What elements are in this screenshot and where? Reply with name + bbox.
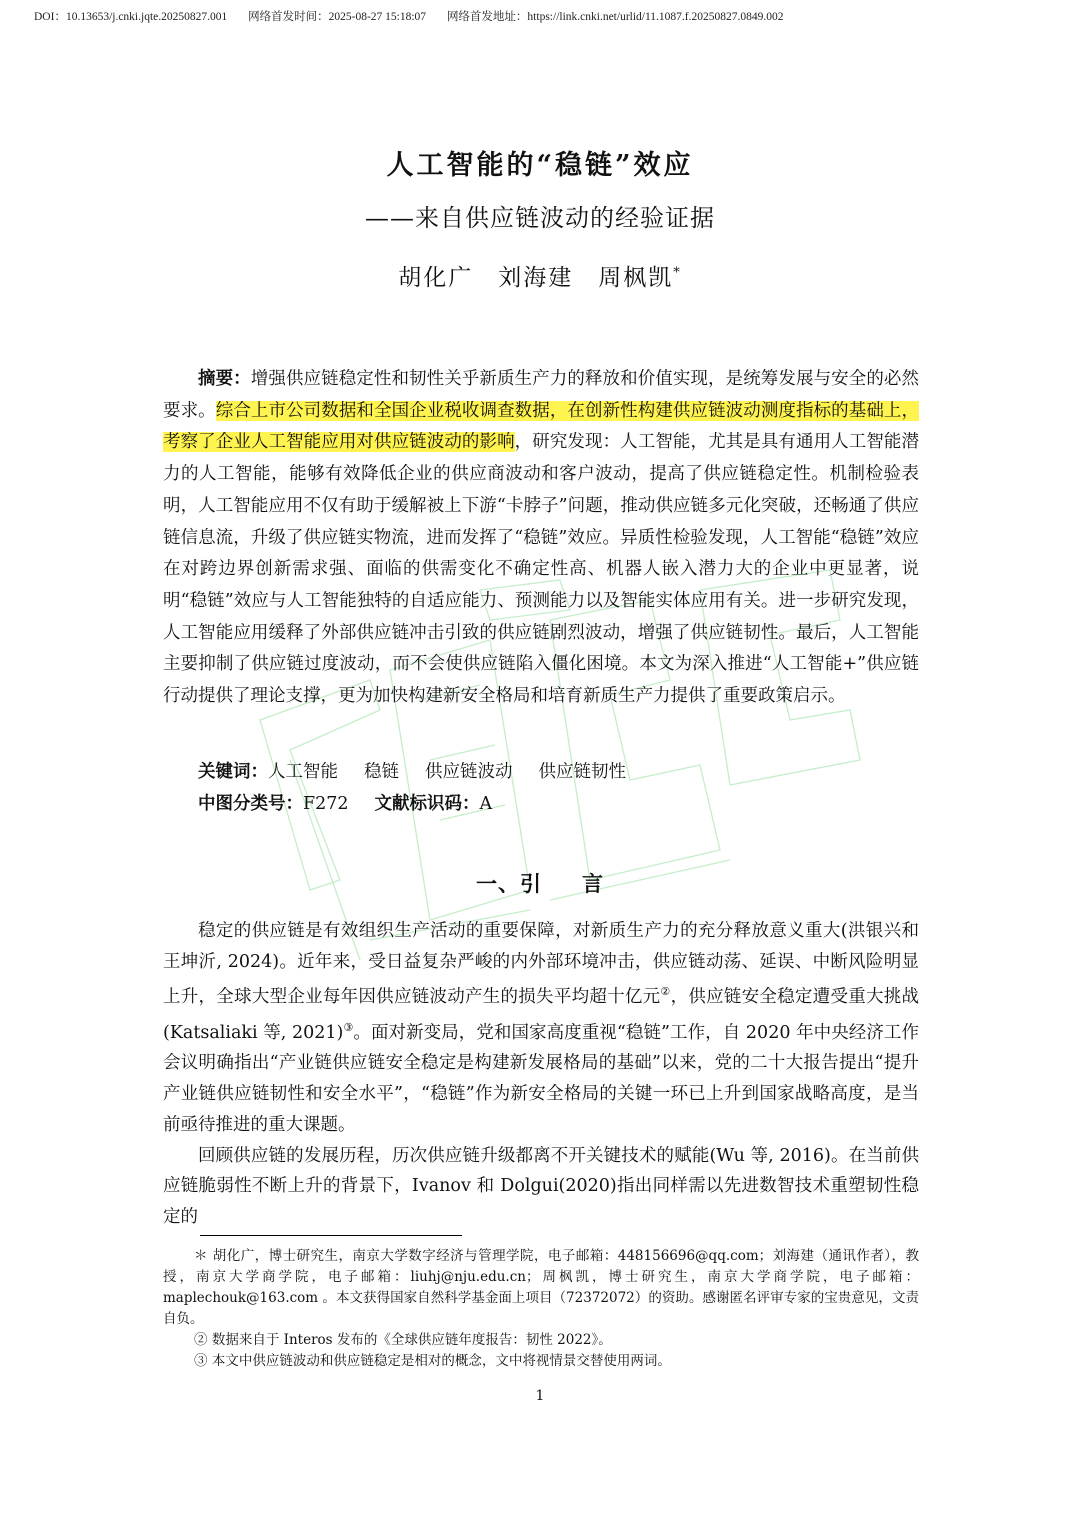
clc-value: F272 bbox=[303, 794, 349, 814]
footnote-3: ③ 本文中供应链波动和供应链稳定是相对的概念，文中将视情景交替使用两词。 bbox=[194, 1353, 671, 1369]
keyword-item: 供应链韧性 bbox=[538, 762, 626, 782]
footnote-ref: ② bbox=[660, 985, 671, 999]
keyword-item: 供应链波动 bbox=[425, 762, 513, 782]
author-names: 胡化广 刘海建 周枫凯 bbox=[398, 265, 674, 291]
body-paragraph: 回顾供应链的发展历程，历次供应链升级都离不开关键技术的赋能(Wu 等, 2016)。在当前供应链脆弱性不断上升的背景下，Ivanov 和 Dolgui(2020)指出同样需以先进数智技术重塑韧性稳定的 bbox=[163, 1145, 919, 1227]
first-pub-url: 网络首发地址：https://link.cnki.net/urlid/11.1087.f.20250827.0849.002 bbox=[446, 11, 784, 23]
section-title-char: 言 bbox=[582, 871, 604, 896]
doi-text: DOI：10.13653/j.cnki.jqte.20250827.001 bbox=[34, 11, 228, 23]
abstract-label: 摘要： bbox=[198, 369, 251, 389]
clc-label: 中图分类号： bbox=[198, 794, 303, 814]
section-number: 一、 bbox=[476, 871, 520, 896]
body-text bbox=[163, 916, 919, 1233]
author-list bbox=[0, 259, 1080, 292]
first-pub-time: 网络首发时间：2025-08-27 15:18:07 bbox=[248, 11, 427, 23]
doi-header-line bbox=[34, 8, 1054, 24]
footnote-2: ② 数据来自于 Interos 发布的《全球供应链年度报告：韧性 2022》。 bbox=[194, 1332, 612, 1348]
page-number: 1 bbox=[535, 1388, 545, 1404]
keywords-line bbox=[198, 758, 652, 783]
footnote-ref: ③ bbox=[343, 1020, 354, 1034]
abstract bbox=[163, 364, 919, 713]
abstract-highlighted-text: 综合上市公司数据和全国企业税收调查数据，在创新性构建供应链波动测度指标的基础上，考察了企业人工智能应用对供应链波动的影响 bbox=[163, 400, 919, 453]
keyword-item: 稳链 bbox=[364, 762, 399, 782]
footnotes bbox=[163, 1246, 919, 1372]
section-title-char: 引 bbox=[520, 871, 542, 896]
abstract-text-after: ，研究发现：人工智能，尤其是具有通用人工智能潜力的人工智能，能够有效降低企业的供应商波动和客户波动，提高了供应链稳定性。机制检验表明，人工智能应用不仅有助于缓解被上下游“卡脖子”问题，推动供应链多元化突破，还畅通了供应链信息流，升级了供应链实物流，进而发挥了“稳链”效应。异质性检验发现，人工智能“稳链”效应在对跨边界创新需求强、面临的供需变化不确定性高、机器人嵌入潜力大的企业中更显著，说明“稳链”效应与人工智能独特的自适应能力、预测能力以及智能实体应用有关。进一步研究发现，人工智能应用缓释了外部供应链冲击引致的供应链剧烈波动，增强了供应链韧性。最后，人工智能主要抑制了供应链过度波动，而不会使供应链陷入僵化困境。本文为深入推进“人工智能+”供应链行动提供了理论支撑，更为加快构建新安全格局和培育新质生产力提供了重要政策启示。 bbox=[163, 432, 920, 707]
doc-code-value: A bbox=[479, 794, 493, 814]
abstract-paragraph bbox=[163, 364, 919, 713]
classification-line bbox=[198, 790, 492, 815]
section-heading-introduction bbox=[0, 868, 1080, 898]
doc-code-label: 文献标识码： bbox=[374, 794, 480, 814]
keyword-item: 人工智能 bbox=[268, 762, 338, 782]
author-footnote-mark: * bbox=[673, 265, 682, 281]
footnote-divider bbox=[200, 1235, 462, 1236]
body-paragraph: 稳定的供应链是有效组织生产活动的重要保障，对新质生产力的充分释放意义重大(洪银兴和王坤沂, 2024)。近年来，受日益复杂严峻的内外部环境冲击，供应链动荡、延误、中断风险明显上升，全球大型企业每年因供应链波动产生的损失平均超十亿元②，供应链安全稳定遭受重大挑战(Katsaliaki 等, 2021)③。面对新变局，党和国家高度重视“稳链”工作，自 2020 年中央经济工作会议明确指出“产业链供应链安全稳定是构建新发展格局的基础”以来，党的二十大报告提出“提升产业链供应链韧性和安全水平”，“稳链”作为新安全格局的关键一环已上升到国家战略高度，是当前亟待推进的重大课题。 bbox=[163, 921, 920, 1135]
keywords-label: 关键词： bbox=[198, 762, 268, 782]
abstract-text-before: 增强供应链稳定性和韧性关乎新质生产力的释放和价值实现，是统筹发展与安全的必然要求。 bbox=[163, 369, 920, 421]
footnote-author-info: ＊ 胡化广，博士研究生，南京大学数字经济与管理学院，电子邮箱：448156696@qq.com；刘海建（通讯作者），教授，南京大学商学院，电子邮箱：liuhj@nju.edu.cn；周枫凯，博士研究生，南京大学商学院，电子邮箱：maplechouk@163.com 。本文获得国家自然科学基金面上项目（72372072）的资助。感谢匿名评审专家的宝贵意见，文责自负。 bbox=[163, 1248, 919, 1327]
paper-subtitle: ——来自供应链波动的经验证据 bbox=[365, 204, 715, 232]
paper-title: 人工智能的“稳链”效应 bbox=[386, 150, 694, 181]
